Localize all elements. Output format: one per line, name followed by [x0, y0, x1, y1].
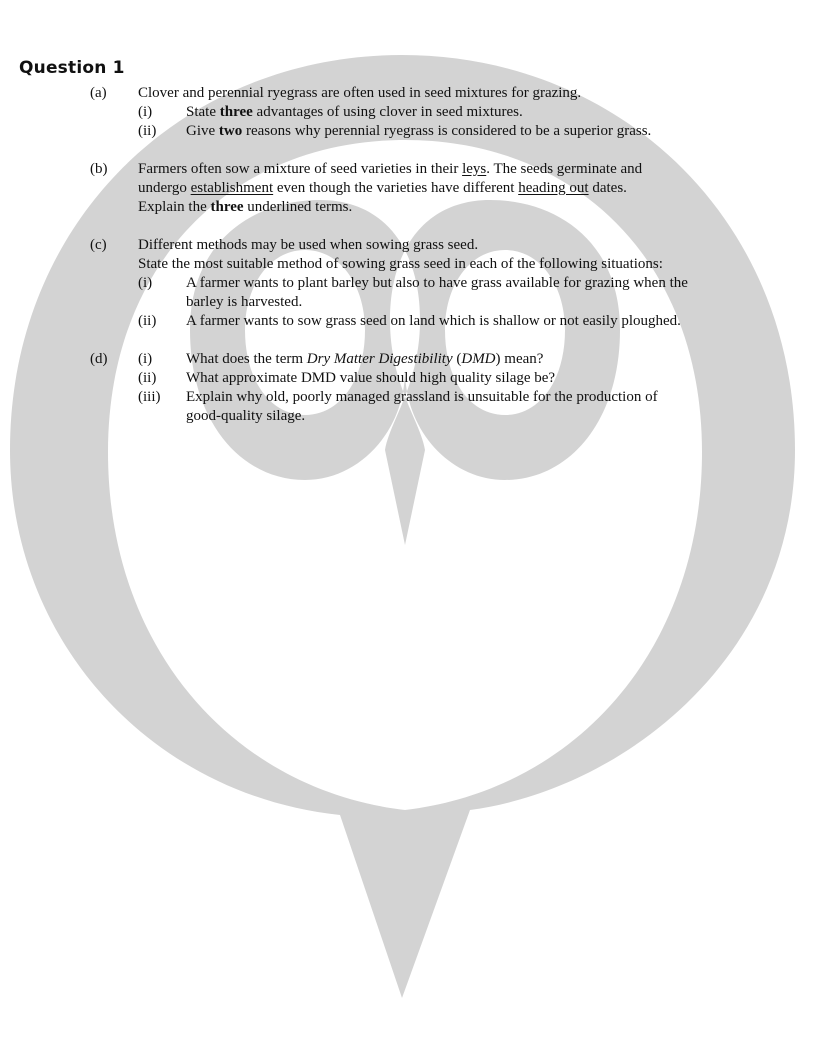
term-establishment: establishment	[190, 180, 274, 196]
part-b-line-2: undergo establishment even though the varieties have different heading out dates.	[138, 180, 627, 196]
question-title: Question 1	[19, 58, 125, 78]
part-b-line-3: Explain the three underlined terms.	[138, 199, 353, 215]
part-a-ii-text: Give two reasons why perennial ryegrass is considered to be a superior grass.	[186, 123, 652, 139]
part-c-i-number: (i)	[138, 275, 153, 291]
part-a-ii-number: (ii)	[138, 123, 157, 139]
part-d-ii-number: (ii)	[138, 370, 157, 386]
term-heading-out: heading out	[518, 180, 589, 196]
part-b-label: (b)	[90, 161, 108, 177]
term-leys: leys	[462, 161, 487, 177]
part-d-iii-line-1: Explain why old, poorly managed grassland is unsuitable for the production of	[186, 389, 658, 405]
part-d-ii-text: What approximate DMD value should high quality silage be?	[186, 370, 556, 386]
part-a-label: (a)	[90, 85, 107, 101]
part-a-i-text: State three advantages of using clover in seed mixtures.	[186, 104, 523, 120]
part-c-ii-text: A farmer wants to sow grass seed on land which is shallow or not easily ploughed.	[186, 313, 681, 329]
part-c-label: (c)	[90, 237, 107, 253]
part-d-label: (d)	[90, 351, 108, 367]
part-c-stem-1: Different methods may be used when sowing grass seed.	[138, 237, 479, 253]
part-d-i-number: (i)	[138, 351, 153, 367]
part-c-stem-2: State the most suitable method of sowing grass seed in each of the following situations:	[138, 256, 663, 272]
part-c-i-line-2: barley is harvested.	[186, 294, 303, 310]
part-a-stem: Clover and perennial ryegrass are often used in seed mixtures for grazing.	[138, 85, 582, 101]
part-d-iii-number: (iii)	[138, 389, 161, 405]
part-d-i-text: What does the term Dry Matter Digestibility (DMD) mean?	[186, 351, 544, 367]
part-c-i-line-1: A farmer wants to plant barley but also to have grass available for grazing when the	[186, 275, 688, 291]
part-b-line-1: Farmers often sow a mixture of seed varieties in their leys. The seeds germinate and	[138, 161, 643, 177]
part-a-i-number: (i)	[138, 104, 153, 120]
part-d-iii-line-2: good-quality silage.	[186, 408, 306, 424]
part-c-ii-number: (ii)	[138, 313, 157, 329]
